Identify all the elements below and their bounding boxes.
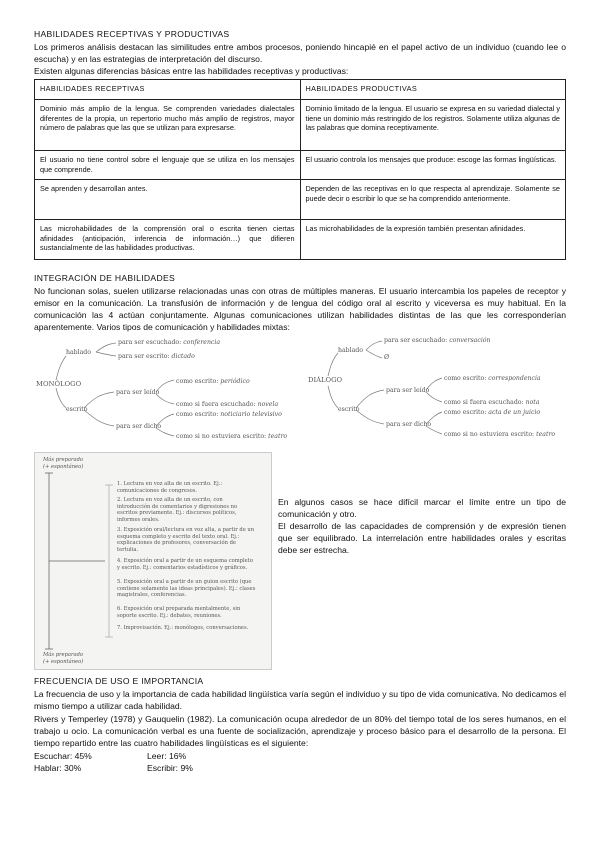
stat-label: Escuchar: bbox=[34, 751, 73, 761]
leaf-text: como si fuera escuchado: bbox=[176, 401, 256, 408]
leaf-example: dictado bbox=[171, 353, 195, 360]
scale-top-label: Más preparado bbox=[43, 457, 84, 463]
node-hablado: hablado bbox=[338, 347, 363, 354]
leaf-dicho-b bbox=[176, 433, 287, 440]
table-cell: Las microhabilidades de la comprensión oral o escrita tienen ciertas afinidades (anticipación, inferencia de información…) que difieren sustancialmente de las habilidades productivas. bbox=[35, 220, 301, 260]
dialogo-diagram bbox=[308, 336, 566, 446]
leaf-example: acta de un juicio bbox=[488, 409, 541, 416]
leaf-example: teatro bbox=[268, 433, 288, 440]
stat-hablar bbox=[34, 763, 81, 773]
leaf-leido-a bbox=[176, 378, 250, 385]
leaf-leido-b bbox=[176, 401, 278, 408]
stat-escuchar bbox=[34, 751, 92, 761]
node-escrito: escrito bbox=[338, 406, 360, 413]
leaf-text: como si no estuviera escrito: bbox=[444, 431, 535, 438]
leaf-text: como escrito: bbox=[444, 375, 487, 382]
table-cell: Dominio limitado de la lengua. El usuario se expresa en su variedad dialectal y tiene un dominio más restringido de los registros. Solamente utiliza algunas de las palabras que domina receptivamente. bbox=[300, 100, 566, 151]
leaf-dicho-b bbox=[444, 431, 555, 438]
preparation-scale-figure bbox=[34, 452, 272, 670]
node-leido: para ser leído bbox=[386, 387, 430, 394]
stat-value: 16% bbox=[168, 751, 187, 761]
leaf-text: como si fuera escuchado: bbox=[444, 399, 524, 406]
paragraph-intro: Los primeros análisis destacan las similitudes entre ambos procesos, poniendo hincapié en el papel activo de un individuo (cuando lee o escucha) y en las estrategias de interpretación del discurso. bbox=[34, 42, 566, 65]
section-heading-integracion: INTEGRACIÓN DE HABILIDADES bbox=[34, 273, 176, 283]
leaf-text: como si no estuviera escrito: bbox=[176, 433, 267, 440]
scale-item: 5. Exposición oral a partir de un guion escrito (que contiene solamente las ideas principales). Ej.: clases magistrales, conferencias. bbox=[117, 579, 256, 599]
leaf-text: para ser escuchado: bbox=[384, 337, 448, 344]
table-cell: El usuario no tiene control sobre el lenguaje que se utiliza en los mensajes que comprende. bbox=[35, 151, 301, 180]
scale-item: 7. Improvisación. Ej.: monólogos, conversaciones. bbox=[117, 625, 249, 631]
table-row bbox=[35, 151, 566, 180]
leaf-empty-set: Ø bbox=[384, 354, 390, 361]
table-cell: Dependen de las receptivas en lo que respecta al aprendizaje. Solamente se puede decir o escribir lo que se ha comprendido anteriormente. bbox=[300, 180, 566, 220]
paragraph-frecuencia: La frecuencia de uso y la importancia de cada habilidad lingüística varía según el individuo y su tipo de vida comunicativa. No dedicamos el mismo tiempo a utilizar cada habilidad. bbox=[34, 689, 566, 712]
leaf-leido-a bbox=[444, 375, 541, 382]
leaf-escrito bbox=[118, 353, 195, 360]
scale-item: 2. Lectura en voz alta de un escrito, con introducción de comentarios y digresiones no escritos previamente. Ej.: discursos políticos, informes orales. bbox=[117, 497, 238, 523]
node-escrito: escrito bbox=[66, 406, 88, 413]
leaf-text: para ser escrito: bbox=[118, 353, 170, 360]
paragraph-integracion: No funcionan solas, suelen utilizarse relacionadas unas con otras de múltiples maneras. El usuario intercambia los papeles de receptor y emisor en la comunicación. La transfusión de información y de lengua del código oral al escrito y viceversa es muy habitual. En la comunicación las 4 actúan conjuntamente. Algunas comunicaciones utilizan habilidades distintas de las que les corresponderían aparentemente. Varios tipos de comunicación y habilidades mixtas: bbox=[34, 286, 566, 333]
leaf-example: noticiario televisivo bbox=[220, 411, 282, 418]
leaf-text: para ser escuchado: bbox=[118, 339, 182, 346]
scale-bottom-sub: (+ espontáneo) bbox=[43, 659, 84, 665]
scale-item: 1. Lectura en voz alta de un escrito. Ej.: comunicaciones de congresos. bbox=[117, 481, 223, 494]
table-header-row bbox=[35, 80, 566, 100]
table-cell: El usuario controla los mensajes que produce: escoge las formas lingüísticas. bbox=[300, 151, 566, 180]
leaf-dicho-a bbox=[444, 409, 540, 416]
scale-item: 3. Exposición oral/lectura en voz alta, a partir de un esquema completo y escrito del texto oral. Ej.: explicaciones de profesores, conversación de tertulia. bbox=[117, 527, 255, 553]
leaf-example: conversación bbox=[449, 337, 491, 344]
node-root-dialogo: DIÁLOGO bbox=[308, 376, 343, 384]
table-cell: Dominio más amplio de la lengua. Se comprenden variedades dialectales diferentes de la propia, un repertorio mucho más amplio de registros, mayor número de palabras que las que se utilizan para expresarse. bbox=[35, 100, 301, 151]
leaf-escuchado bbox=[118, 339, 220, 346]
stat-value: 30% bbox=[64, 763, 82, 773]
stat-leer bbox=[147, 751, 186, 761]
table-row bbox=[35, 180, 566, 220]
leaf-text: como escrito: bbox=[444, 409, 487, 416]
comparison-table bbox=[34, 79, 566, 260]
stat-label: Leer: bbox=[147, 751, 167, 761]
leaf-example: conferencia bbox=[183, 339, 221, 346]
node-leido: para ser leído bbox=[116, 389, 160, 396]
scale-item: 6. Exposición oral preparada mentalmente, sin soporte escrito. Ej.: debates, reuniones. bbox=[117, 606, 241, 619]
section-heading-frecuencia: FRECUENCIA DE USO E IMPORTANCIA bbox=[34, 676, 204, 686]
stat-label: Escribir: bbox=[147, 763, 179, 773]
node-dicho: para ser dicho bbox=[116, 423, 162, 430]
side-paragraph: En algunos casos se hace difícil marcar el límite entre un tipo de comunicación y otro. bbox=[278, 497, 566, 519]
scale-top-sub: (+ espontáneo) bbox=[43, 464, 84, 470]
table-cell: Las microhabilidades de la expresión también presentan afinidades. bbox=[300, 220, 566, 260]
node-hablado: hablado bbox=[66, 349, 91, 356]
table-cell: Se aprenden y desarrollan antes. bbox=[35, 180, 301, 220]
scale-item: 4. Exposición oral a partir de un esquema completo y escrito. Ej.: comentarios estadísticos y gráficos. bbox=[117, 558, 253, 571]
section-heading-receptivas: HABILIDADES RECEPTIVAS Y PRODUCTIVAS bbox=[34, 29, 230, 39]
leaf-example: nota bbox=[525, 399, 540, 406]
table-row bbox=[35, 100, 566, 151]
table-header: HABILIDADES PRODUCTIVAS bbox=[300, 80, 566, 100]
stat-value: 9% bbox=[180, 763, 193, 773]
leaf-example: novela bbox=[257, 401, 279, 408]
paragraph-rivers: Rivers y Temperley (1978) y Gauquelin (1982). La comunicación ocupa alrededor de un 80% del tiempo total de los seres humanos, en el trabajo u ocio. La comunicación verbal es una fuente de socialización, aprendizaje y proceso básico para el desarrollo de la persona. El tiempo repartido entre las cuatro habilidades lingüísticas es el siguiente: bbox=[34, 714, 566, 749]
node-dicho: para ser dicho bbox=[386, 421, 432, 428]
paragraph-diferencias: Existen algunas diferencias básicas entre las habilidades receptivas y productivas: bbox=[34, 66, 349, 76]
leaf-example: periódico bbox=[220, 378, 250, 385]
leaf-escuchado bbox=[384, 337, 491, 344]
leaf-text: como escrito: bbox=[176, 378, 219, 385]
side-text bbox=[278, 496, 566, 556]
side-paragraph: El desarrollo de las capacidades de comprensión y de expresión tienen que ser equilibrado. La interrelación entre habilidades orales y escritas debe ser estrecha. bbox=[278, 521, 566, 555]
table-row bbox=[35, 220, 566, 260]
monologo-diagram bbox=[34, 336, 304, 446]
stat-label: Hablar: bbox=[34, 763, 62, 773]
leaf-example: teatro bbox=[536, 431, 556, 438]
node-root-monologo: MONÓLOGO bbox=[36, 380, 82, 388]
scale-bottom-label: Más preparado bbox=[43, 652, 84, 658]
table-header: HABILIDADES RECEPTIVAS bbox=[35, 80, 301, 100]
leaf-text: como escrito: bbox=[176, 411, 219, 418]
leaf-leido-b bbox=[444, 399, 539, 406]
leaf-dicho-a bbox=[176, 411, 282, 418]
stat-escribir bbox=[147, 763, 193, 773]
stat-value: 45% bbox=[74, 751, 92, 761]
leaf-example: correspondencia bbox=[488, 375, 541, 382]
